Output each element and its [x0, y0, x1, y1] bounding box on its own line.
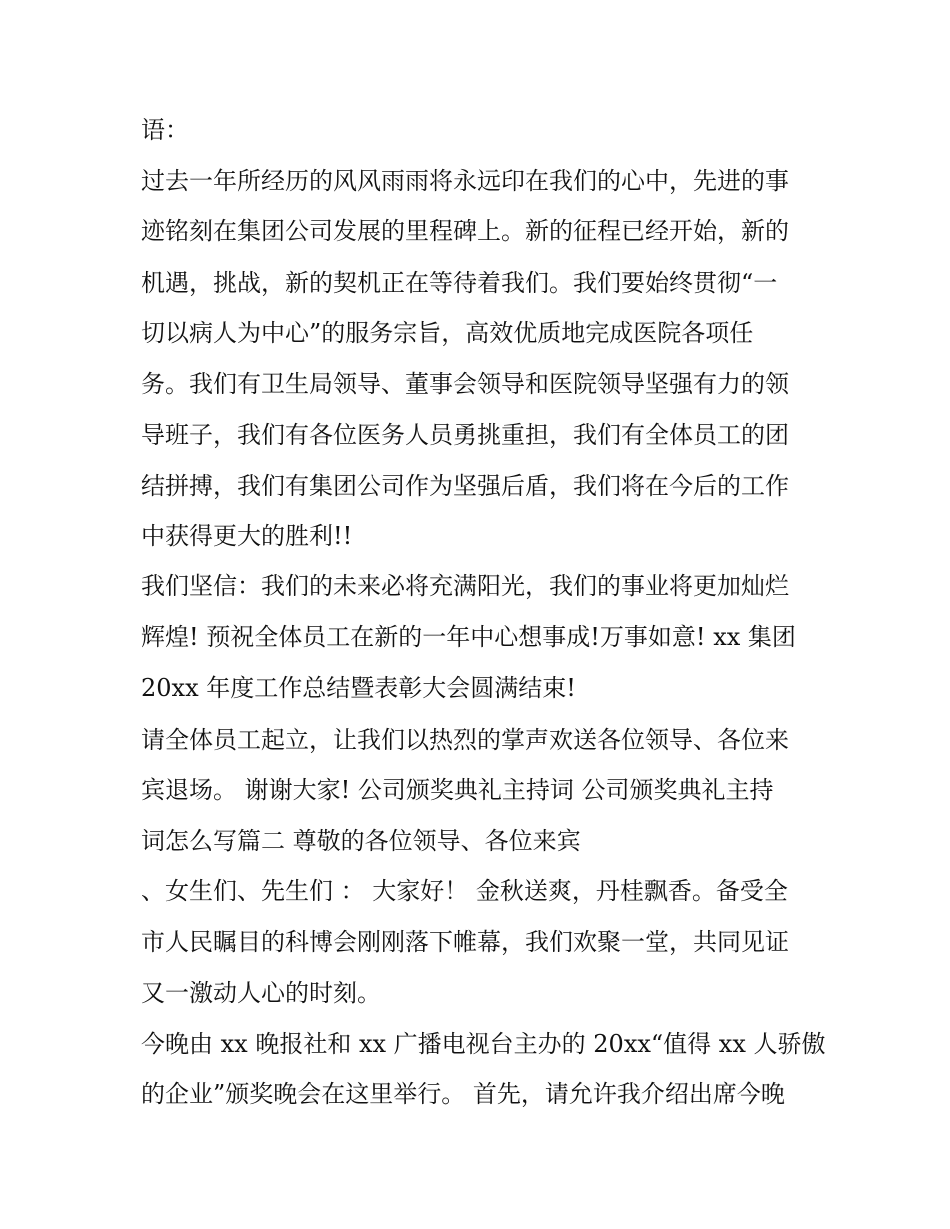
text-line: 导班子，我们有各位医务人员勇挑重担，我们有全体员工的团	[141, 421, 789, 449]
text-line: 请全体员工起立，让我们以热烈的掌声欢送各位领导、各位来	[141, 726, 789, 754]
text-line: 我们坚信：我们的未来必将充满阳光，我们的事业将更加灿烂	[141, 572, 789, 600]
text-line: 又一激动人心的时刻。	[141, 979, 381, 1007]
text-line: 市人民瞩目的科博会刚刚落下帷幕，我们欢聚一堂，共同见证	[141, 928, 789, 956]
text-line: 20xx 年度工作总结暨表彰大会圆满结束!	[141, 674, 576, 702]
text-line: 语：	[141, 116, 189, 144]
text-line: 词怎么写篇二 尊敬的各位领导、各位来宾	[141, 827, 581, 855]
text-line: 宾退场。 谢谢大家! 公司颁奖典礼主持词 公司颁奖典礼主持	[141, 776, 774, 804]
text-line: 务。我们有卫生局领导、董事会领导和医院领导坚强有力的领	[141, 370, 789, 398]
text-line: 、女生们、先生们 ： 大家好！ 金秋送爽，丹桂飘香。备受全	[141, 877, 788, 905]
text-line: 机遇，挑战，新的契机正在等待着我们。我们要始终贯彻“一	[141, 269, 778, 297]
text-line: 的企业”颁奖晚会在这里举行。 首先，请允许我介绍出席今晚	[141, 1080, 785, 1108]
text-line: 切以病人为中心”的服务宗旨，高效优质地完成医院各项任	[141, 319, 754, 347]
text-line: 结拼搏，我们有集团公司作为坚强后盾，我们将在今后的工作	[141, 472, 789, 500]
text-line: 过去一年所经历的风风雨雨将永远印在我们的心中，先进的事	[141, 167, 789, 195]
text-line: 中获得更大的胜利!!	[141, 522, 353, 550]
text-line: 迹铭刻在集团公司发展的里程碑上。新的征程已经开始，新的	[141, 217, 789, 245]
text-line: 今晚由 xx 晚报社和 xx 广播电视台主办的 20xx“值得 xx 人骄傲	[141, 1030, 826, 1058]
text-line: 辉煌! 预祝全体员工在新的一年中心想事成!万事如意! xx 集团	[141, 623, 796, 651]
